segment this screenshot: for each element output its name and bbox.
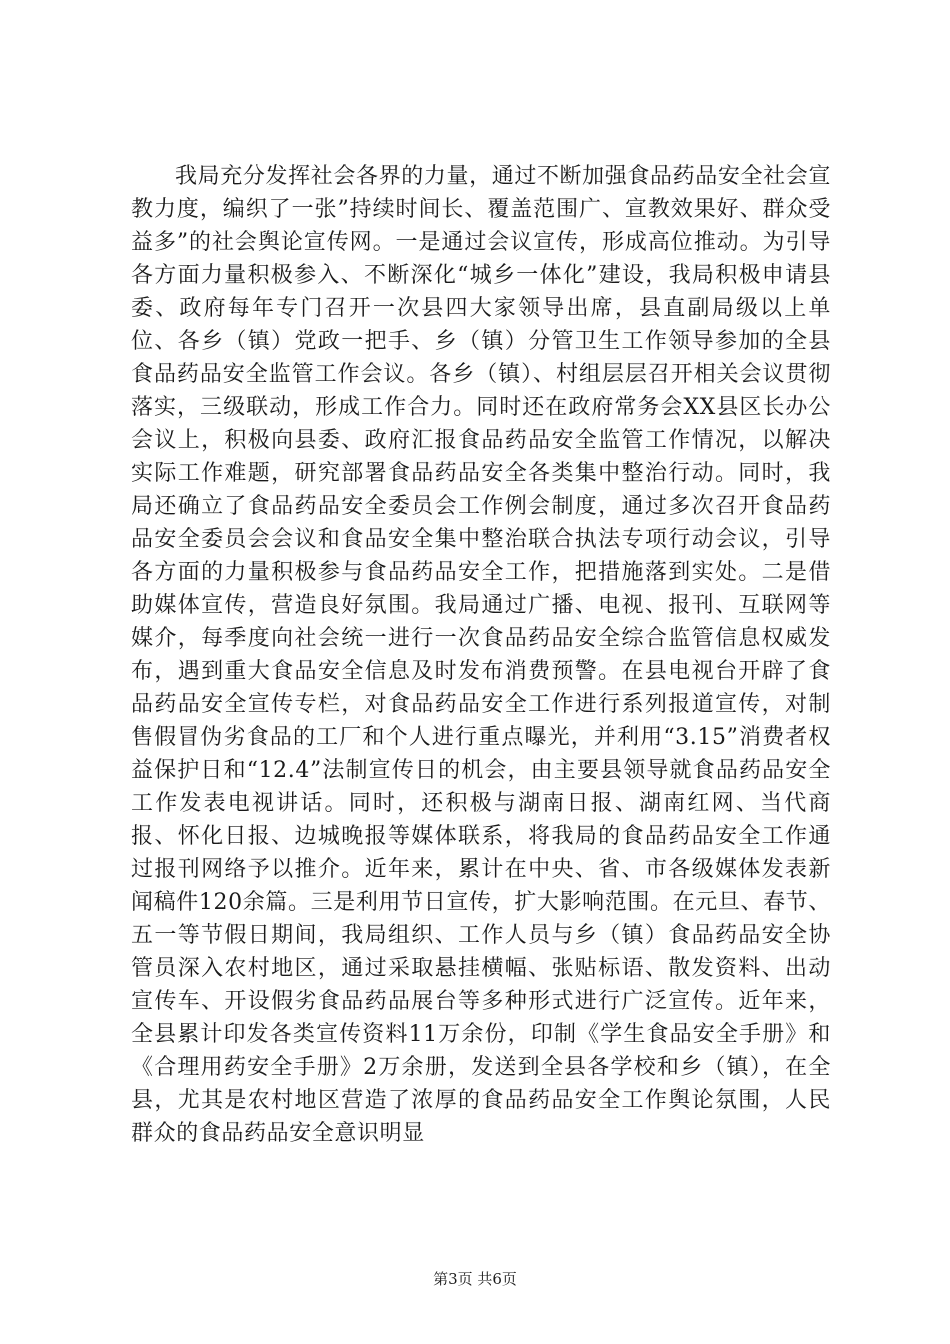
- page-number-footer: 第3页 共6页: [433, 1270, 517, 1288]
- body-paragraph: 我局充分发挥社会各界的力量，通过不断加强食品药品安全社会宣教力度，编织了一张”持续时间长、覆盖范围广、宣教效果好、群众受益多”的社会舆论宣传网。一是通过会议宣传，形成高位推动。为引导各方面力量积极参入、不断深化“城乡一体化”建设，我局积极申请县委、政府每年专门召开一次县四大家领导出席，县直副局级以上单位、各乡（镇）党政一把手、乡（镇）分管卫生工作领导参加的全县食品药品安全监管工作会议。各乡（镇）、村组层层召开相关会议贯彻落实，三级联动，形成工作合力。同时还在政府常务会XX县区长办公会议上，积极向县委、政府汇报食品药品安全监管工作情况，以解决实际工作难题，研究部署食品药品安全各类集中整治行动。同时，我局还确立了食品药品安全委员会工作例会制度，通过多次召开食品药品安全委员会会议和食品安全集中整治联合执法专项行动会议，引导各方面的力量积极参与食品药品安全工作，把措施落到实处。二是借助媒体宣传，营造良好氛围。我局通过广播、电视、报刊、互联网等媒介，每季度向社会统一进行一次食品药品安全综合监管信息权威发布，遇到重大食品安全信息及时发布消费预警。在县电视台开辟了食品药品安全宣传专栏，对食品药品安全工作进行系列报道宣传，对制售假冒伪劣食品的工厂和个人进行重点曝光，并利用“3.15”消费者权益保护日和“12.4”法制宣传日的机会，由主要县领导就食品药品安全工作发表电视讲话。同时，还积极与湖南日报、湖南红网、当代商报、怀化日报、边城晚报等媒体联系，将我局的食品药品安全工作通过报刊网络予以推介。近年来，累计在中央、省、市各级媒体发表新闻稿件120余篇。三是利用节日宣传，扩大影响范围。在元旦、春节、五一等节假日期间，我局组织、工作人员与乡（镇）食品药品安全协管员深入农村地区，通过采取悬挂横幅、张贴标语、散发资料、出动宣传车、开设假劣食品药品展台等多种形式进行广泛宣传。近年来，全县累计印发各类宣传资料11万余份，印制《学生食品安全手册》和《合理用药安全手册》2万余册，发送到全县各学校和乡（镇），在全县，尤其是农村地区营造了浓厚的食品药品安全工作舆论氛围，人民群众的食品药品安全意识明显: [131, 164, 831, 1146]
